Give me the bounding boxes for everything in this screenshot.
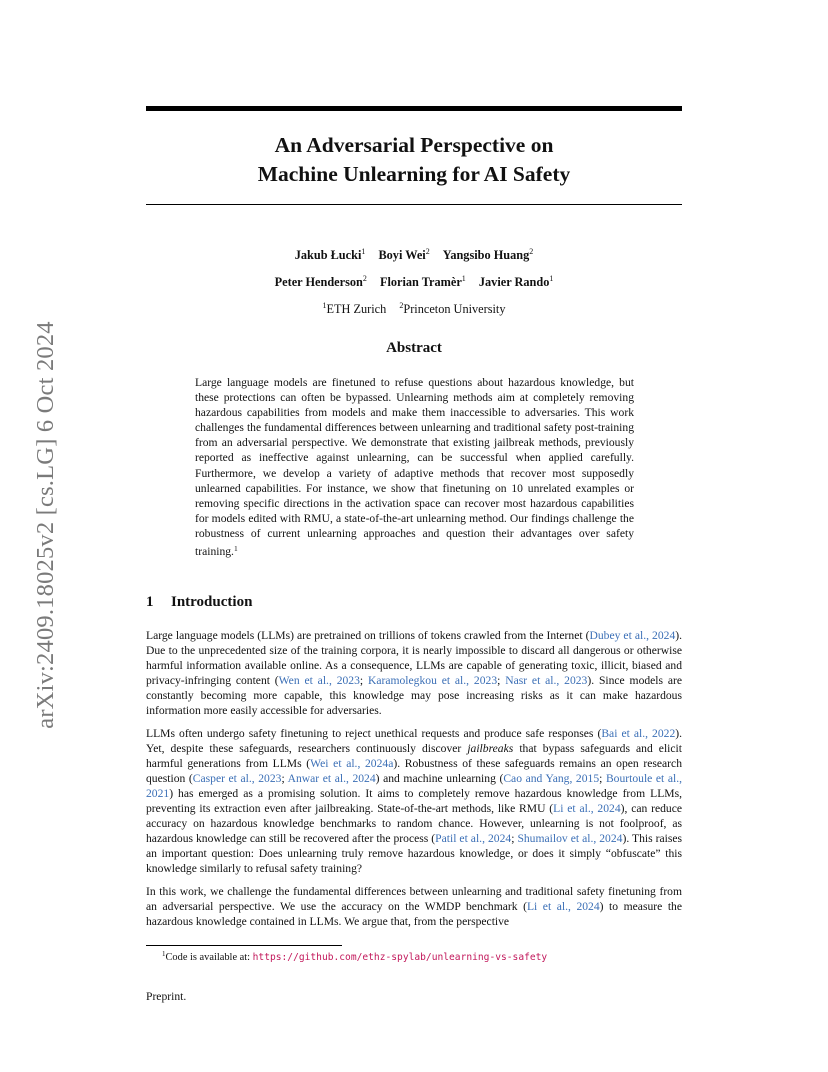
text-run: ; [359,674,368,688]
author: Florian Tramèr$^1$ [379,274,466,289]
abstract-text: Large language models are finetuned to refuse questions about hazardous knowledge, but these protections can often be bypassed. Unlearning methods aim at completely removing hazardous capabilities from models and make them inaccessible to adversaries. This work challenges the fundamental differences between unlearning and traditional safety post-training from an adversarial perspective. We demonstrate that existing jailbreak methods, previously reported as ineffective against unlearning, can be successful when applied carefully. Furthermore, we develop a variety of adaptive methods that recover most supposedly unlearned capabilities. For instance, we show that finetuning on 10 unrelated examples or removing specific directions in the activation space can recover most hazardous capabilities for models edited with RMU, a state-of-the-art unlearning method. Our findings challenge the robustness of current unlearning approaches and question their advantages over safety training.$^1$ [195,376,634,559]
text-run: ; [281,771,288,785]
citation-link[interactable]: Nasr et al., 2023 [505,674,588,688]
title-line-2: Machine Unlearning for AI Safety [257,162,571,186]
citation-link[interactable]: Li et al., 2024 [526,899,600,913]
text-run: ). Since models are constantly becoming more capable, this knowledge may pose increasing risks as it can make hazardous information more easily accessible for adversaries. [146,674,683,718]
title-line-1: An Adversarial Perspective on [274,133,554,157]
text-run: In this work, we challenge the fundamental differences between unlearning and traditional safety finetuning from an adversarial perspective. We use the accuracy on the WMDP benchmark ( [146,884,682,913]
section-number: 1 [146,594,154,610]
author: Peter Henderson$^2$ [274,274,367,289]
author-line-1 [146,240,682,267]
citation-link[interactable]: Casper et al., 2023 [192,771,282,785]
citation-link[interactable]: Cao and Yang, 2015 [503,771,600,785]
text-run: ). Due to the unprecedented size of the training corpora, it is nearly impossible to discard all dangerous or otherwise harmful information available online. As a consequence, LLMs are capable of generating toxic, illicit, biased and privacy-infringing content ( [146,629,683,688]
text-run: ) and machine unlearning ( [375,771,504,785]
paragraph [146,884,682,929]
footnote-rule [146,945,342,946]
text-run: LLMs often undergo safety finetuning to reject unethical requests and produce safe responses ( [146,726,602,740]
footnote-text: Code is available at: [165,952,253,963]
preprint-label: Preprint. [146,990,187,1003]
author: Jakub Łucki$^1$ [294,247,366,262]
abstract-heading: Abstract [386,340,442,356]
text-run: ) to measure the hazardous knowledge contained in LLMs. We argue that, from the perspective [146,899,682,928]
text-run: ), can reduce accuracy on hazardous knowledge benchmarks to random chance. However, unlearning is not foolproof, as hazardous knowledge can still be recovered after the process ( [146,802,683,846]
citation-link[interactable]: Wen et al., 2023 [278,674,360,688]
footnote [162,950,547,963]
introduction-body [146,628,682,936]
arxiv-identifier-stamp: arXiv:2409.18025v2 [cs.LG] 6 Oct 2024 [32,321,59,729]
citation-link[interactable]: Karamolegkou et al., 2023 [367,674,498,688]
text-run: ; [599,771,606,785]
affiliation-line [146,294,682,321]
text-run: ). Robustness of these safeguards remains an open research question ( [146,756,682,785]
footnote-number: 1 [162,950,166,958]
text-run: ; [511,832,518,846]
paper-title [146,131,682,189]
citation-link[interactable]: Shumailov et al., 2024 [517,832,623,846]
citation-link[interactable]: Dubey et al., 2024 [589,629,676,642]
author: Javier Rando$^1$ [478,274,554,289]
text-run: ; [497,674,506,688]
paragraph [146,726,682,877]
text-run: ). Yet, despite these safeguards, researchers continuously discover [146,726,683,755]
citation-link[interactable]: Patil et al., 2024 [435,832,512,846]
paragraph [146,628,682,719]
citation-link[interactable]: Li et al., 2024 [553,802,621,816]
affiliation: $^1$ETH Zurich [322,301,387,316]
citation-link[interactable]: Bai et al., 2022 [601,726,676,740]
author-line-2 [146,267,682,294]
code-url-link[interactable]: https://github.com/ethz-spylab/unlearning-vs-safety [252,952,548,963]
text-run: ) has emerged as a promising solution. It aims to completely remove hazardous knowledge from LLMs, preventing its extraction even after jailbreaking. State-of-the-art methods, like RMU ( [146,786,682,816]
title-bottom-rule [146,204,682,205]
author: Boyi Wei$^2$ [378,247,430,262]
title-top-rule [146,106,682,111]
text-run: that bypass safeguards and elicit harmful generations from LLMs ( [146,741,682,770]
footnote-marker[interactable]: 1 [233,544,238,554]
citation-link[interactable]: Bourtoule et al., 2021 [146,771,683,800]
author: Yangsibo Huang$^2$ [442,247,534,262]
text-run: ). This raises an important question: Does unlearning truly remove hazardous knowledge, or does it simply “obfuscate” this knowledge similarly to refusal safety training? [146,832,683,876]
text-run: Large language models (LLMs) are pretrained on trillions of tokens crawled from the Internet ( [146,629,590,642]
emphasis-text: jailbreaks [467,741,514,755]
author-block [146,240,682,321]
section-heading-introduction [146,594,252,611]
section-title: Introduction [171,594,253,610]
affiliation: $^2$Princeton University [399,301,506,316]
citation-link[interactable]: Wei et al., 2024a [310,756,394,770]
citation-link[interactable]: Anwar et al., 2024 [287,771,376,785]
